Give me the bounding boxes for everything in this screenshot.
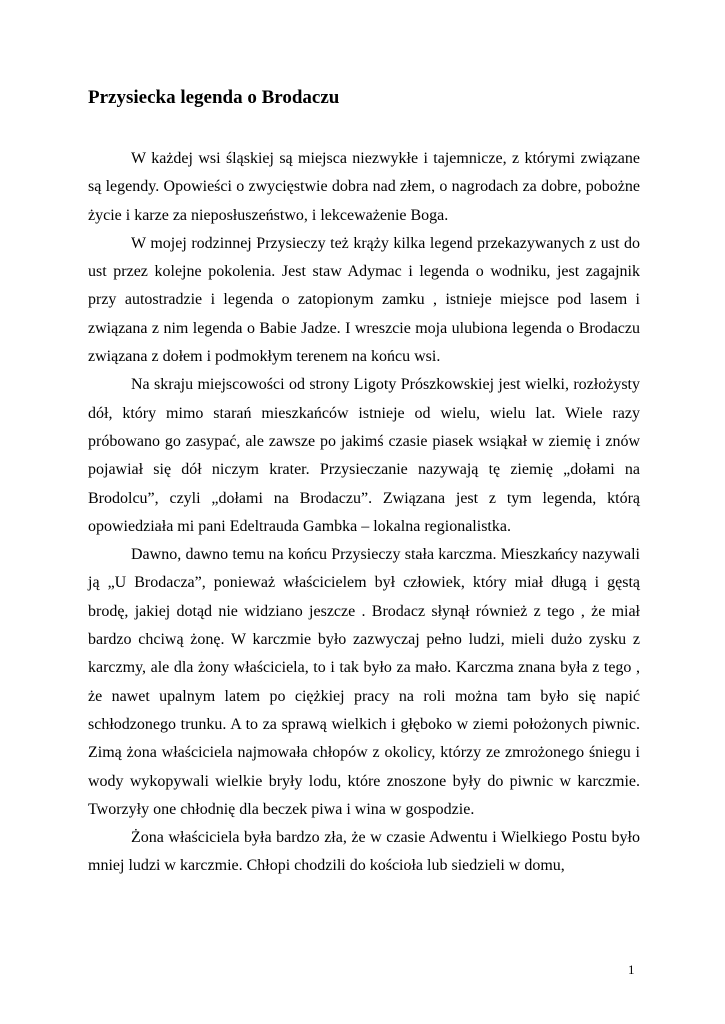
paragraph-tavern: Dawno, dawno temu na końcu Przysieczy stała karczma. Mieszkańcy nazywali ją „U Brodacza”, ponieważ właścicielem był człowiek, który miał długą i gęstą brodę, jakiej dotąd nie widziano jeszcze . Brodacz słynął również z tego , że miał bardzo chciwą żonę. W karczmie było zazwyczaj pełno ludzi, mieli dużo zysku z karczmy, ale dla żony właściciela, to i tak było za mało. Karczma znana była z tego , że nawet upalnym latem po ciężkiej pracy na roli można tam było się napić schłodzonego trunku. A to za sprawą wielkich i głęboko w ziemi położonych piwnic. Zimą żona właściciela najmowała chłopów z okolicy, którzy ze zmrożonego śniegu i wody wykopywali wielkie bryły lodu, które znoszone były do piwnic w karczmie. Tworzyły one chłodnię dla beczek piwa i wina w gospodzie. <box>88 546 640 818</box>
paragraph-crater: Na skraju miejscowości od strony Ligoty Prószkowskiej jest wielki, rozłożysty dół, który mimo starań mieszkańców istnieje od wielu, wielu lat. Wiele razy próbowano go zasypać, ale zawsze po jakimś czasie piasek wsiąkał w ziemię i znów pojawiał się dół niczym krater. Przysieczanie nazywają tę ziemię „dołami na Brodolcu”, czyli „dołami na Brodaczu”. Związana jest z tym legenda, którą opowiedziała mi pani Edeltrauda Gambka – lokalna regionalistka. <box>88 376 640 535</box>
page-number: 1 <box>628 962 635 977</box>
document-body <box>88 145 640 881</box>
document-title: Przysiecka legenda o Brodaczu <box>88 87 340 108</box>
paragraph-wife: Żona właściciela była bardzo zła, że w czasie Adwentu i Wielkiego Postu było mniej ludzi w karczmie. Chłopi chodzili do kościoła lub siedzieli w domu, <box>88 829 640 875</box>
paragraph-legends: W mojej rodzinnej Przysieczy też krąży kilka legend przekazywanych z ust do ust przez kolejne pokolenia. Jest staw Adymac i legenda o wodniku, jest zagajnik przy autostradzie i legenda o zatopionym zamku , istnieje miejsce pod lasem i związana z nim legenda o Babie Jadze. I wreszcie moja ulubiona legenda o Brodaczu związana z dołem i podmokłym terenem na końcu wsi. <box>88 234 640 366</box>
paragraph-intro: W każdej wsi śląskiej są miejsca niezwykłe i tajemnicze, z którymi związane są legendy. Opowieści o zwycięstwie dobra nad złem, o nagrodach za dobre, pobożne życie i karze za nieposłuszeństwo, i lekceważenie Boga. <box>88 150 640 224</box>
